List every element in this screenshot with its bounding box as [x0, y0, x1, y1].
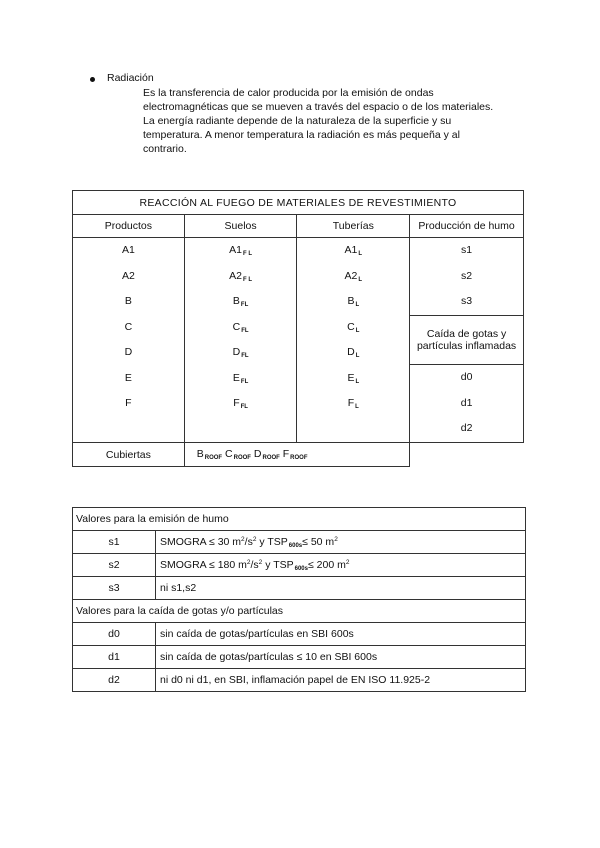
humo-cell [410, 238, 524, 316]
cubiertas-values: $B_{ROOF}$ $C_{ROOF}$ $D_{ROOF}$ $F_{ROOF}$ [184, 443, 409, 467]
paragraph-line: temperatura. A menor temperatura la radiación es más pequeña y al [143, 129, 460, 141]
row-desc: sin caída de gotas/partículas en SBI 600s [156, 623, 526, 646]
tuberia-cell: $C_L$ [347, 320, 360, 334]
gotas-value: d0 [460, 371, 473, 384]
row-code: s3 [73, 577, 156, 600]
gotas-value: d1 [460, 396, 473, 409]
suelos-column [184, 238, 297, 443]
row-desc: SMOGRA ≤ 180 $m^2/s^2$ y $TSP_{600s}\le 200$ $m^2$ [156, 554, 526, 577]
tuberia-cell: $F_L$ [347, 397, 359, 410]
row-code: d1 [73, 646, 156, 669]
radiation-section [90, 72, 530, 156]
table-row [73, 554, 526, 577]
producto-cell: E [124, 371, 132, 384]
radiation-paragraph [143, 86, 533, 156]
tuberia-cell: $A1_L$ [344, 244, 363, 257]
table-row [73, 669, 526, 692]
smoke-section-header: Valores para la emisión de humo [73, 508, 526, 531]
humo-value: s2 [461, 269, 473, 282]
row-desc: SMOGRA ≤ 30 $m^2/s^2$ y $TSP_{600s}\le 50$ $m^2$ [156, 531, 526, 554]
column-header-suelos: Suelos [184, 215, 297, 238]
producto-cell: F [125, 397, 132, 409]
row-code: s1 [73, 531, 156, 554]
row-desc: ni s1,s2 [156, 577, 526, 600]
tuberia-cell: $D_L$ [347, 346, 360, 359]
values-table [72, 507, 526, 692]
row-desc: sin caída de gotas/partículas ≤ 10 en SBI 600s [156, 646, 526, 669]
row-code: d2 [73, 669, 156, 692]
cubiertas-label: Cubiertas [73, 443, 185, 467]
column-header-tuberias: Tuberías [297, 215, 410, 238]
producto-cell: A2 [121, 269, 135, 282]
producto-cell: D [124, 346, 133, 358]
producto-cell: B [124, 295, 132, 307]
suelo-cell: $D_{FL}$ [232, 346, 249, 359]
paragraph-line: Es la transferencia de calor producida por la emisión de ondas [143, 87, 434, 99]
humo-value: s3 [461, 295, 473, 308]
tuberia-cell: $E_L$ [347, 371, 360, 385]
gotas-value: d2 [460, 422, 473, 435]
gotas-cell [410, 365, 524, 443]
humo-value: s1 [461, 244, 473, 257]
row-desc: ni d0 ni d1, en SBI, inflamación papel de EN ISO 11.925-2 [156, 669, 526, 692]
table-row [73, 577, 526, 600]
suelo-cell: $E_{FL}$ [232, 371, 249, 385]
paragraph-line: La energía radiante depende de la naturaleza de la superficie y su [143, 115, 452, 127]
suelo-cell: $C_{FL}$ [232, 320, 249, 334]
table-row [73, 646, 526, 669]
drops-section-header: Valores para la caída de gotas y/o partículas [73, 600, 526, 623]
producto-cell: C [124, 320, 133, 333]
producto-cell: A1 [121, 244, 135, 256]
suelo-cell: $A1_{F L}$ [229, 244, 253, 257]
reaction-table [72, 190, 524, 467]
productos-column [73, 238, 185, 443]
row-code: d0 [73, 623, 156, 646]
table-row [73, 531, 526, 554]
suelo-cell: $F_{FL}$ [233, 397, 248, 410]
column-header-humo: Producción de humo [410, 215, 524, 238]
paragraph-line: electromagnéticas que se mueven a través del espacio o de los materiales. [143, 101, 494, 113]
row-code: s2 [73, 554, 156, 577]
gotas-label: Caída de gotas y partículas inflamadas [410, 316, 524, 365]
paragraph-line: contrario. [143, 143, 187, 155]
table-title: REACCIÓN AL FUEGO DE MATERIALES DE REVESTIMIENTO [73, 191, 524, 215]
suelo-cell: $B_{FL}$ [232, 295, 249, 308]
column-header-productos: Productos [73, 215, 185, 238]
tuberia-cell: $A2_L$ [344, 269, 363, 283]
tuberias-column [297, 238, 410, 443]
bullet-dot-icon [90, 77, 95, 82]
suelo-cell: $A2_{F L}$ [229, 269, 253, 283]
table-row [73, 623, 526, 646]
bullet-title: Radiación [107, 72, 154, 84]
tuberia-cell: $B_L$ [347, 295, 360, 308]
bullet-item [90, 72, 530, 86]
